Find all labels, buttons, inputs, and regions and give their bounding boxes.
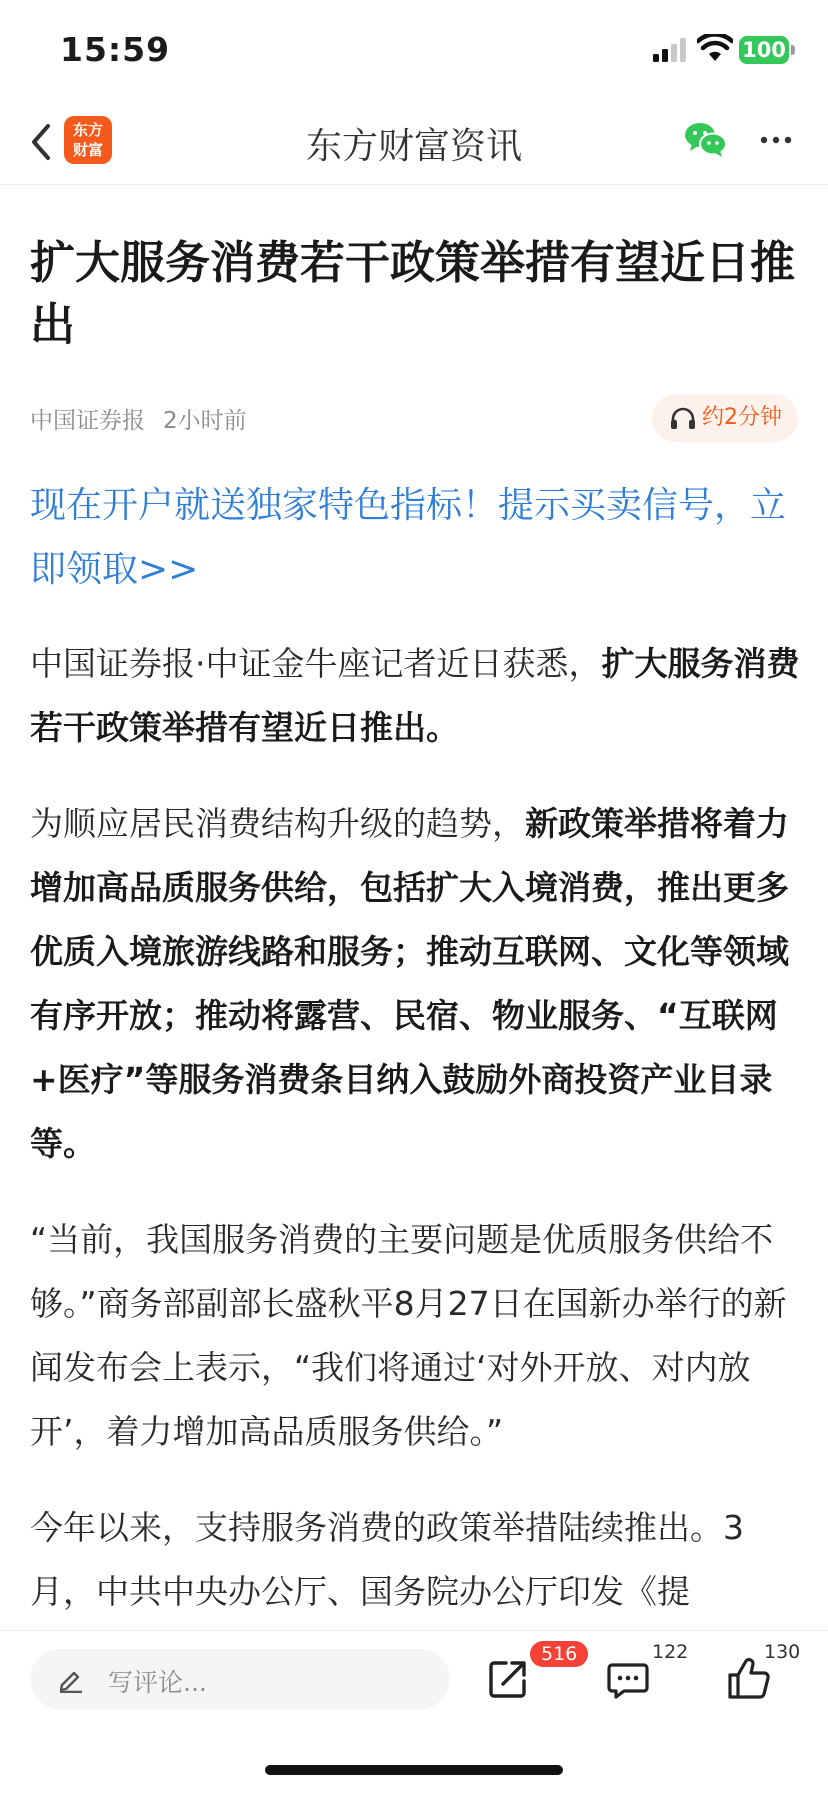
paragraph-2-text: 为顺应居民消费结构升级的趋势，: [30, 804, 525, 843]
like-count: 130: [764, 1641, 801, 1663]
paragraph-1-text: 中国证券报·中证金牛座记者近日获悉，: [30, 644, 602, 683]
article-source: 中国证券报: [30, 408, 145, 434]
status-time: 15:59: [60, 30, 171, 69]
logo-text-bottom: 财富: [72, 141, 103, 159]
article-paragraph-4: 今年以来，支持服务消费的政策举措陆续推出。3月，中共中央办公厅、国务院办公厅印发《提: [30, 1508, 744, 1611]
promo-link[interactable]: 现在开户就送独家特色指标！提示买卖信号，立即领取>>: [30, 485, 787, 590]
article-paragraph-3: “当前，我国服务消费的主要问题是优质服务供给不够。”商务部副部长盛秋平8月27日在国新办举行的新闻发布会上表示，“我们将通过‘对外开放、对内放开’，着力增加高品质服务供给。”: [30, 1220, 787, 1451]
comment-count: 122: [652, 1641, 689, 1663]
bottom-toolbar: [0, 1630, 828, 1793]
comment-placeholder: 写评论...: [108, 1668, 207, 1697]
cellular-signal-icon: [653, 38, 689, 62]
paragraph-2-bold: 新政策举措将着力增加高品质服务供给，包括扩大入境消费，推出更多优质入境旅游线路和服务；推动互联网、文化等领域有序开放；推动将露营、民宿、物业服务、“互联网+医疗”等服务消费条目纳入鼓励外商投资产业目录等。: [30, 804, 789, 1163]
comment-input[interactable]: [30, 1649, 450, 1709]
article-paragraph-2: [30, 792, 800, 1176]
paragraph-1-bold: 扩大服务消费若干政策举措有望近日推出。: [30, 644, 800, 747]
article-time: 2小时前: [163, 408, 247, 434]
article-headline: 扩大服务消费若干政策举措有望近日推出: [30, 236, 796, 351]
comment-bubble-icon[interactable]: [606, 1657, 650, 1701]
listen-duration: 约2分钟: [702, 405, 782, 430]
wifi-icon: [697, 34, 733, 62]
battery-indicator: 100: [739, 36, 789, 64]
logo-text-top: 东方: [72, 121, 103, 139]
article-paragraph-1: [30, 632, 800, 760]
home-indicator: [265, 1765, 563, 1775]
article-meta: [30, 402, 247, 435]
headphones-icon: [670, 406, 696, 430]
battery-tip: [791, 45, 795, 55]
page-title: 东方财富资讯: [305, 126, 522, 167]
status-bar: [0, 0, 828, 100]
share-icon[interactable]: [486, 1657, 530, 1701]
wechat-share-icon[interactable]: [684, 120, 728, 160]
pencil-icon: [56, 1665, 84, 1693]
listen-button[interactable]: [652, 394, 798, 442]
nav-bar: [0, 100, 828, 185]
more-options-icon[interactable]: [756, 126, 796, 154]
share-count-badge: 516: [530, 1641, 588, 1667]
